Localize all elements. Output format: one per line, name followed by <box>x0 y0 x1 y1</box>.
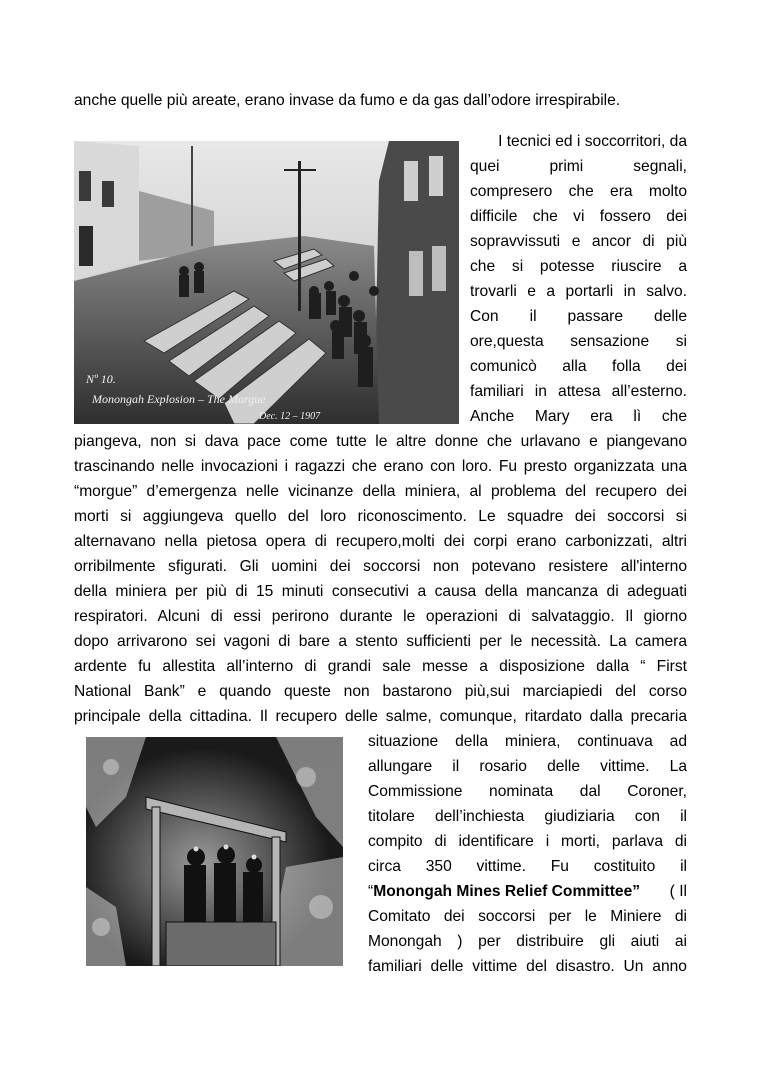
text-line: morti si aggiungeva quello del loro riconoscimento. Le squadre dei soccorsi si <box>74 508 687 525</box>
text-line: titolare dell’inchiesta giudiziaria con il <box>368 808 687 825</box>
text-line: della miniera per più di 15 minuti consecutivi a causa della mancanza di adeguati <box>74 583 687 600</box>
text-line: familiari delle vittime del disastro. Un anno <box>368 958 687 975</box>
svg-text:Nº 10.: Nº 10. <box>86 372 116 386</box>
committee-name: “Monongah Mines Relief Committee” <box>368 883 641 900</box>
text-line: I tecnici ed i soccorritori, da <box>498 133 687 150</box>
text-line: anche quelle più areate, erano invase da fumo e da gas dall’odore irrespirabile. <box>74 92 621 109</box>
text-line: compresero che era molto <box>470 183 687 200</box>
word: primi <box>549 158 584 175</box>
text-line: respiratori. Alcuni di essi perirono durante le operazioni di salvataggio. Il giorno <box>74 608 687 625</box>
text-line: trascinando nelle invocazioni i ragazzi che erano con loro. Fu presto organizzata una <box>74 458 687 475</box>
text-line: trovarli e a portarli in salvo. <box>470 283 687 300</box>
text-line: allungare il rosario delle vittime. La <box>368 758 687 775</box>
text-line: familiari in attesa all’esterno. <box>470 383 687 400</box>
text-line: “morgue” d’emergenza nelle vicinanze della miniera, al problema del recupero dei <box>74 483 687 500</box>
text-line: difficile che vi fossero dei <box>470 208 687 225</box>
text-line: Anche Mary era lì che <box>470 408 687 425</box>
text-line: comunicò alla folla dei <box>470 358 687 375</box>
text-line: Comitato dei soccorsi per le Miniere di <box>368 908 687 925</box>
text-line: Con il passare delle <box>470 308 687 325</box>
morgue-photo <box>74 141 459 424</box>
word: quei <box>470 158 500 175</box>
text-line: che si potesse riuscire a <box>470 258 687 275</box>
text-line: sopravvissuti e ancor di più <box>470 233 687 250</box>
svg-text:Monongah Explosion – The Morgu: Monongah Explosion – The Morgue <box>92 392 266 406</box>
text-line <box>368 879 687 904</box>
text-line: alternavano nella pietosa opera di recupero,molti dei corpi erano carbonizzati, altri <box>74 533 687 550</box>
text-line: circa 350 vittime. Fu costituito il <box>368 858 687 875</box>
text-line: Monongah ) per distribuire gli aiuti ai <box>368 933 687 950</box>
text-line: orribilmente sfigurati. Gli uomini dei soccorsi non potevano resistere all'interno <box>74 558 687 575</box>
text-line: piangeva, non si dava pace come tutte le altre donne che urlavano e piangevano <box>74 433 687 450</box>
text-line: Commissione nominata dal Coroner, <box>368 783 687 800</box>
text-line: compito di identificare i morti, parlava di <box>368 833 687 850</box>
text-line <box>470 154 687 179</box>
text-fragment: ( Il <box>669 883 687 900</box>
text-line: ardente fu allestita all’interno di grandi sale messe a disposizione dalla “ First <box>74 658 687 675</box>
text-line: principale della cittadina. Il recupero delle salme, comunque, ritardato dalla precaria <box>74 708 687 725</box>
word: segnali, <box>633 158 687 175</box>
svg-text:Dec. 12 – 1907: Dec. 12 – 1907 <box>259 411 321 422</box>
miners-photo <box>86 737 343 966</box>
text-line: ore,questa sensazione si <box>470 333 687 350</box>
text-line: dopo arrivarono sei vagoni di bare a stento sufficienti per le necessità. La camera <box>74 633 687 650</box>
text-line: situazione della miniera, continuava ad <box>368 733 687 750</box>
text-line: National Bank” e quando queste non bastarono più,sui marciapiedi del corso <box>74 683 687 700</box>
